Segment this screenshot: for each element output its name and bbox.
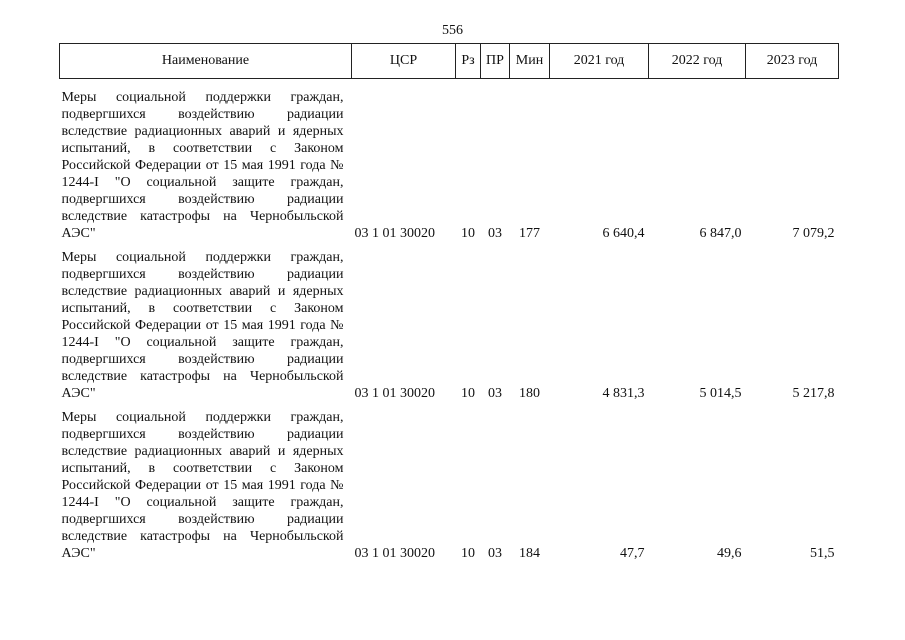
row-pr: 03: [488, 546, 502, 561]
row-2022: 49,6: [717, 546, 742, 561]
budget-table: [59, 43, 839, 562]
row-min: 177: [519, 226, 540, 241]
header-min: Мин: [510, 44, 550, 79]
header-2022: 2022 год: [649, 44, 746, 79]
row-csr: 03 1 01 30020: [354, 226, 435, 241]
header-row: [60, 44, 839, 79]
row-csr: 03 1 01 30020: [354, 546, 435, 561]
row-2022: 5 014,5: [699, 386, 742, 401]
page-number: 556: [442, 23, 463, 38]
row-rz: 10: [461, 546, 475, 561]
row-min: 184: [519, 546, 540, 561]
row-2023: 5 217,8: [792, 386, 835, 401]
row-csr: 03 1 01 30020: [354, 386, 435, 401]
row-name: Меры социальной поддержки граждан, подвергшихся воздействию радиации вследствие радиационных аварий и ядерных испытаний, в соответствии с Законом Российской Федерации от 15 мая 1991 года № 1244-I "О социальной защите граждан, подвергшихся воздействию радиации вследствие катастрофы на Чернобыльской АЭС": [61, 90, 344, 241]
table-row: [60, 79, 839, 243]
header-csr: ЦСР: [352, 44, 456, 79]
row-name: Меры социальной поддержки граждан, подвергшихся воздействию радиации вследствие радиационных аварий и ядерных испытаний, в соответствии с Законом Российской Федерации от 15 мая 1991 года № 1244-I "О социальной защите граждан, подвергшихся воздействию радиации вследствие катастрофы на Чернобыльской АЭС": [61, 410, 344, 561]
header-rz: Рз: [456, 44, 481, 79]
row-2021: 47,7: [620, 546, 645, 561]
header-2021: 2021 год: [550, 44, 649, 79]
row-pr: 03: [488, 226, 502, 241]
row-name: Меры социальной поддержки граждан, подвергшихся воздействию радиации вследствие радиационных аварий и ядерных испытаний, в соответствии с Законом Российской Федерации от 15 мая 1991 года № 1244-I "О социальной защите граждан, подвергшихся воздействию радиации вследствие катастрофы на Чернобыльской АЭС": [61, 250, 344, 401]
table-row: [60, 402, 839, 562]
row-2021: 6 640,4: [602, 226, 645, 241]
row-2021: 4 831,3: [602, 386, 645, 401]
row-2023: 7 079,2: [792, 226, 835, 241]
row-rz: 10: [461, 226, 475, 241]
row-2022: 6 847,0: [699, 226, 742, 241]
row-pr: 03: [488, 386, 502, 401]
row-rz: 10: [461, 386, 475, 401]
row-min: 180: [519, 386, 540, 401]
header-pr: ПР: [481, 44, 510, 79]
table-row: [60, 242, 839, 402]
header-name: Наименование: [60, 44, 352, 79]
row-2023: 51,5: [810, 546, 835, 561]
header-2023: 2023 год: [746, 44, 839, 79]
